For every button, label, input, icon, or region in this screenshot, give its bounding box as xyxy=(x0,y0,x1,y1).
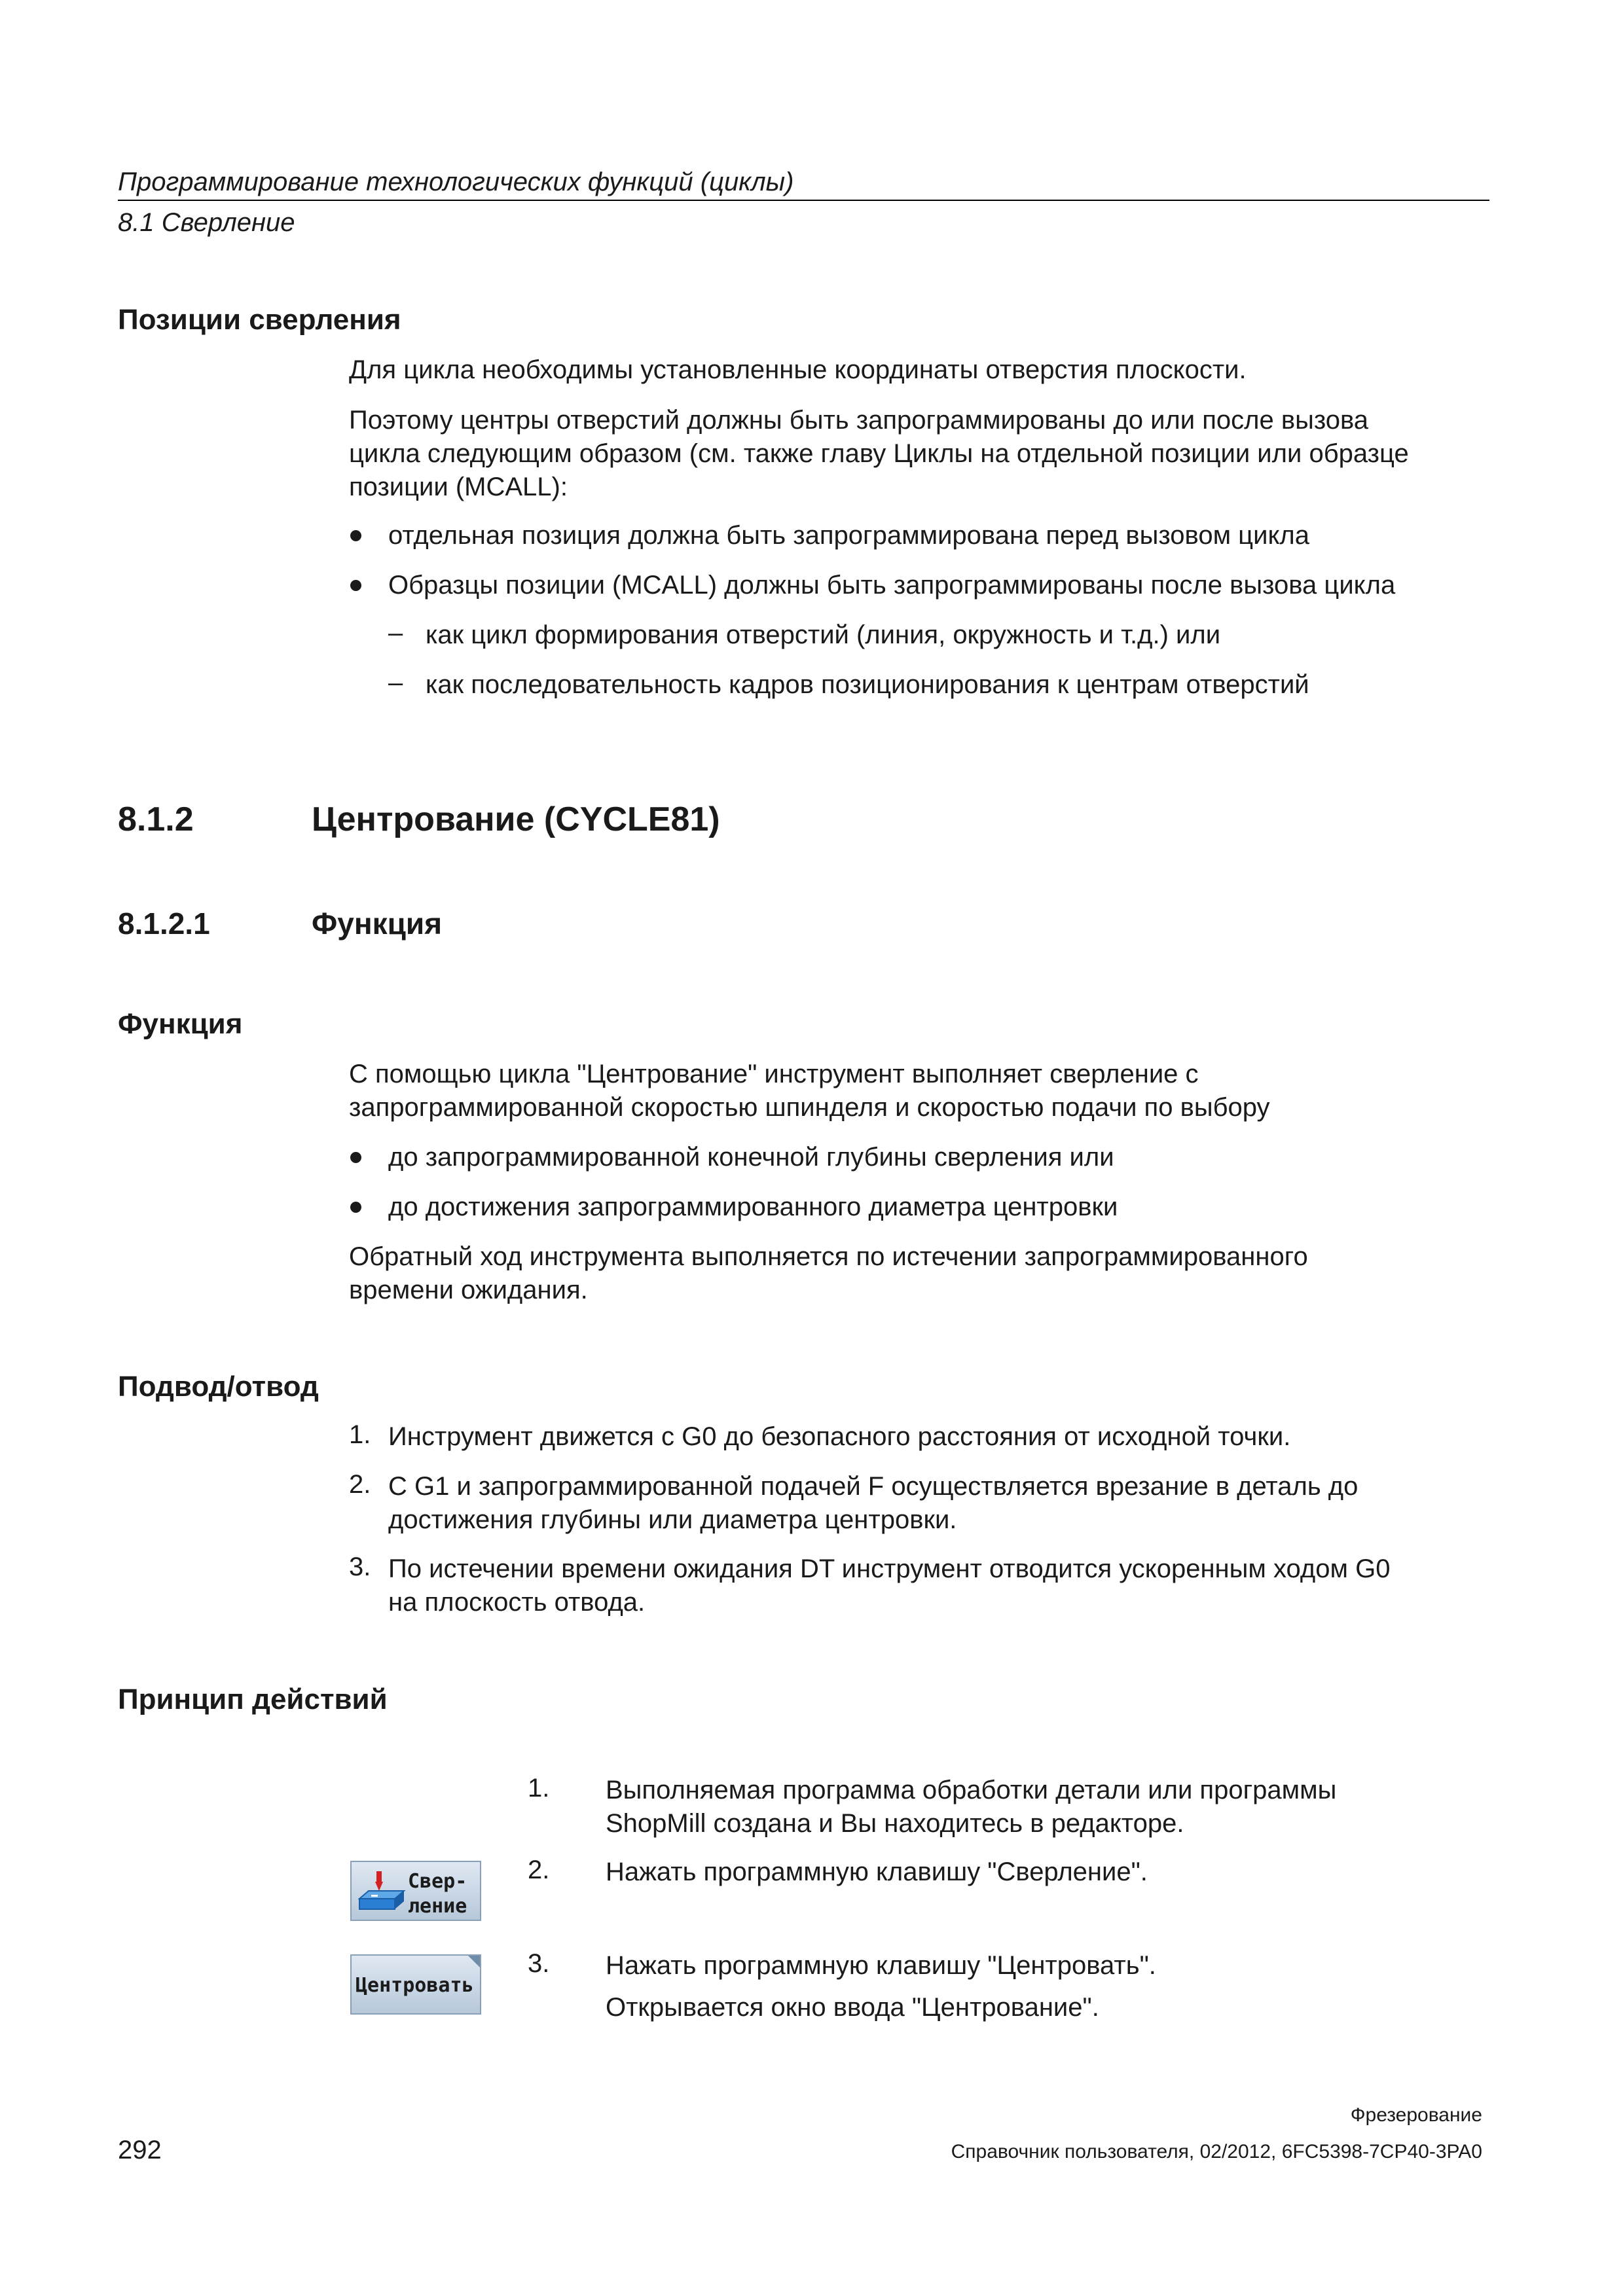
header-rule xyxy=(118,200,1489,201)
paragraph-line: на плоскость отвода. xyxy=(388,1588,646,1617)
paragraph-line: Обратный ход инструмента выполняется по истечении запрограммированного xyxy=(349,1242,1308,1271)
paragraph-line: По истечении времени ожидания DT инструмент отводится ускоренным ходом G0 xyxy=(388,1554,1391,1583)
list-number: 3. xyxy=(349,1552,371,1581)
bullet-center-diameter: до достижения запрограммированного диаметра центровки xyxy=(388,1193,1118,1221)
paragraph-line: С G1 и запрограммированной подачей F осуществляется врезание в деталь до xyxy=(388,1472,1359,1501)
list-item-approach-1: Инструмент движется с G0 до безопасного расстояния от исходной точки. xyxy=(388,1422,1291,1451)
paragraph-line: ShopMill создана и Вы находитесь в редакторе. xyxy=(606,1809,1184,1838)
paragraph-line: С помощью цикла "Центрование" инструмент выполняет сверление с xyxy=(349,1060,1199,1088)
running-header-subtitle: 8.1 Сверление xyxy=(118,208,295,237)
centering-softkey-label: Центровать xyxy=(356,1974,474,1997)
step-3-text: Нажать программную клавишу "Центровать". xyxy=(606,1951,1156,1980)
heading-function: Функция xyxy=(118,1008,243,1040)
softkey-corner-marker xyxy=(468,1956,480,1967)
list-item-approach-2 xyxy=(388,1470,1358,1537)
drilling-softkey[interactable] xyxy=(350,1861,481,1921)
bullet-dot xyxy=(350,1152,361,1163)
bullet-single-position: отдельная позиция должна быть запрограммирована перед вызовом цикла xyxy=(388,521,1309,550)
subitem-hole-cycle: как цикл формирования отверстий (линия, окружность и т.д.) или xyxy=(426,620,1221,649)
paragraph-line: времени ожидания. xyxy=(349,1276,588,1304)
chapter-title: Центрование (CYCLE81) xyxy=(312,800,720,838)
paragraph-retract xyxy=(349,1240,1527,1307)
footer-section: Фрезерование xyxy=(1350,2104,1482,2126)
bullet-dot xyxy=(350,530,361,541)
bullet-dot xyxy=(350,580,361,591)
drilling-softkey-label-2: ление xyxy=(408,1895,467,1918)
paragraph-line: достижения глубины или диаметра центровки. xyxy=(388,1505,957,1534)
heading-approach-retract: Подвод/отвод xyxy=(118,1371,319,1403)
chapter-number: 8.1.2 xyxy=(118,800,194,838)
list-number: 1. xyxy=(349,1420,371,1449)
page-number: 292 xyxy=(118,2136,162,2164)
heading-procedure: Принцип действий xyxy=(118,1683,388,1715)
drill-icon xyxy=(357,1869,407,1914)
step-1-text xyxy=(606,1774,1336,1840)
dash-marker: – xyxy=(388,619,403,647)
list-number: 2. xyxy=(349,1470,371,1499)
step-2-text: Нажать программную клавишу "Сверление". xyxy=(606,1857,1148,1886)
dash-marker: – xyxy=(388,668,403,697)
paragraph-line: позиции (MCALL): xyxy=(349,473,568,501)
step-number: 3. xyxy=(528,1949,550,1978)
heading-drill-positions: Позиции сверления xyxy=(118,304,401,336)
bullet-dot xyxy=(350,1202,361,1213)
paragraph-line: Поэтому центры отверстий должны быть запрограммированы до или после вызова xyxy=(349,406,1369,435)
subchapter-title: Функция xyxy=(312,906,443,941)
running-header-title: Программирование технологических функций (циклы) xyxy=(118,168,794,196)
paragraph-line: запрограммированной скоростью шпинделя и скоростью подачи по выбору xyxy=(349,1093,1270,1122)
footer-document-id: Справочник пользователя, 02/2012, 6FC5398-7CP40-3PA0 xyxy=(951,2141,1482,2162)
paragraph-function xyxy=(349,1058,1527,1124)
subitem-block-sequence: как последовательность кадров позиционирования к центрам отверстий xyxy=(426,670,1309,699)
paragraph-centers xyxy=(349,404,1527,504)
paragraph-line: цикла следующим образом (см. также главу Циклы на отдельной позиции или образце xyxy=(349,439,1409,468)
list-item-approach-3 xyxy=(388,1552,1390,1619)
step-number: 2. xyxy=(528,1856,550,1884)
step-3-result: Открывается окно ввода "Центрование". xyxy=(606,1993,1099,2022)
subchapter-number: 8.1.2.1 xyxy=(118,906,210,941)
bullet-final-depth: до запрограммированной конечной глубины сверления или xyxy=(388,1143,1114,1172)
step-number: 1. xyxy=(528,1774,550,1803)
drilling-softkey-label-1: Свер- xyxy=(408,1870,467,1893)
paragraph-line: Выполняемая программа обработки детали или программы xyxy=(606,1776,1337,1804)
bullet-position-patterns: Образцы позиции (MCALL) должны быть запрограммированы после вызова цикла xyxy=(388,571,1396,600)
paragraph-coordinates: Для цикла необходимы установленные координаты отверстия плоскости. xyxy=(349,355,1247,384)
centering-softkey[interactable] xyxy=(350,1954,481,2015)
